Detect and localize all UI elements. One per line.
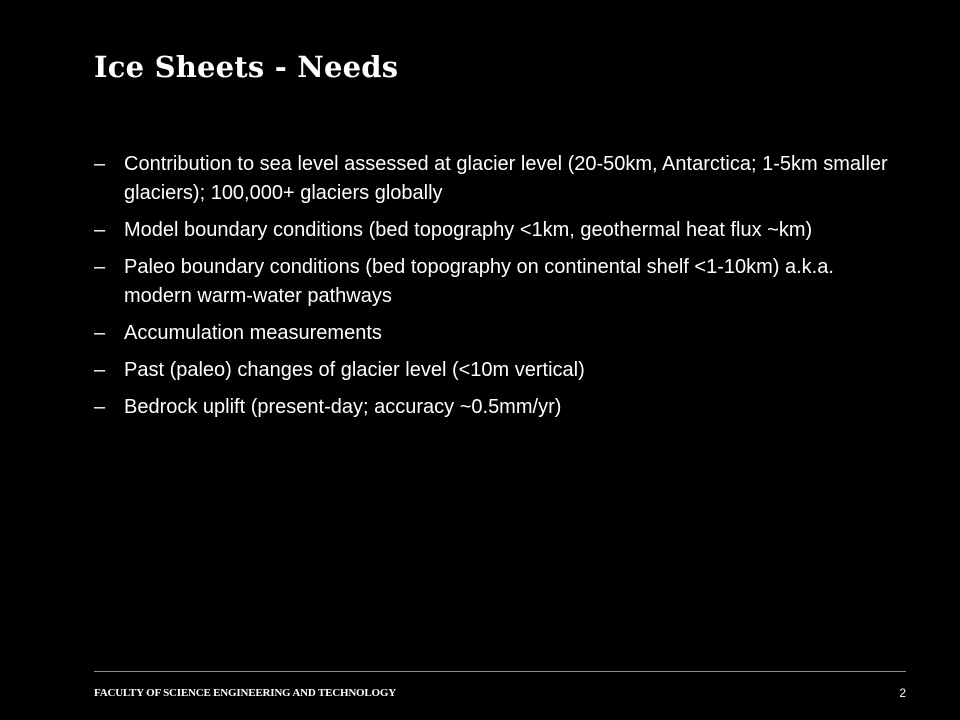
- bullet-list: [94, 150, 894, 430]
- slide-title: Ice Sheets - Needs: [94, 50, 399, 84]
- bullet-dash: –: [94, 396, 106, 418]
- bullet-text: Paleo boundary conditions (bed topography on continental shelf <1-10km) a.k.a. modern warm-water pathways: [124, 256, 834, 307]
- bullet-text: Past (paleo) changes of glacier level (<10m vertical): [124, 359, 585, 381]
- bullet-item: [94, 253, 894, 311]
- bullet-text: Bedrock uplift (present-day; accuracy ~0.5mm/yr): [124, 396, 562, 418]
- footer-faculty-name: FACULTY OF SCIENCE ENGINEERING AND TECHNOLOGY: [94, 687, 397, 699]
- footer-divider: [94, 671, 906, 672]
- bullet-dash: –: [94, 359, 106, 381]
- bullet-dash: –: [94, 322, 106, 344]
- bullet-text: Contribution to sea level assessed at glacier level (20-50km, Antarctica; 1-5km smaller glaciers); 100,000+ glaciers globally: [124, 153, 888, 204]
- bullet-dash: –: [94, 256, 106, 278]
- bullet-dash: –: [94, 153, 106, 175]
- bullet-dash: –: [94, 219, 106, 241]
- bullet-item: [94, 356, 894, 385]
- bullet-text: Model boundary conditions (bed topography <1km, geothermal heat flux ~km): [124, 219, 813, 241]
- bullet-item: [94, 319, 894, 348]
- page-number: 2: [899, 686, 906, 700]
- bullet-text: Accumulation measurements: [124, 322, 382, 344]
- bullet-item: [94, 393, 894, 422]
- bullet-item: [94, 150, 894, 208]
- bullet-item: [94, 216, 894, 245]
